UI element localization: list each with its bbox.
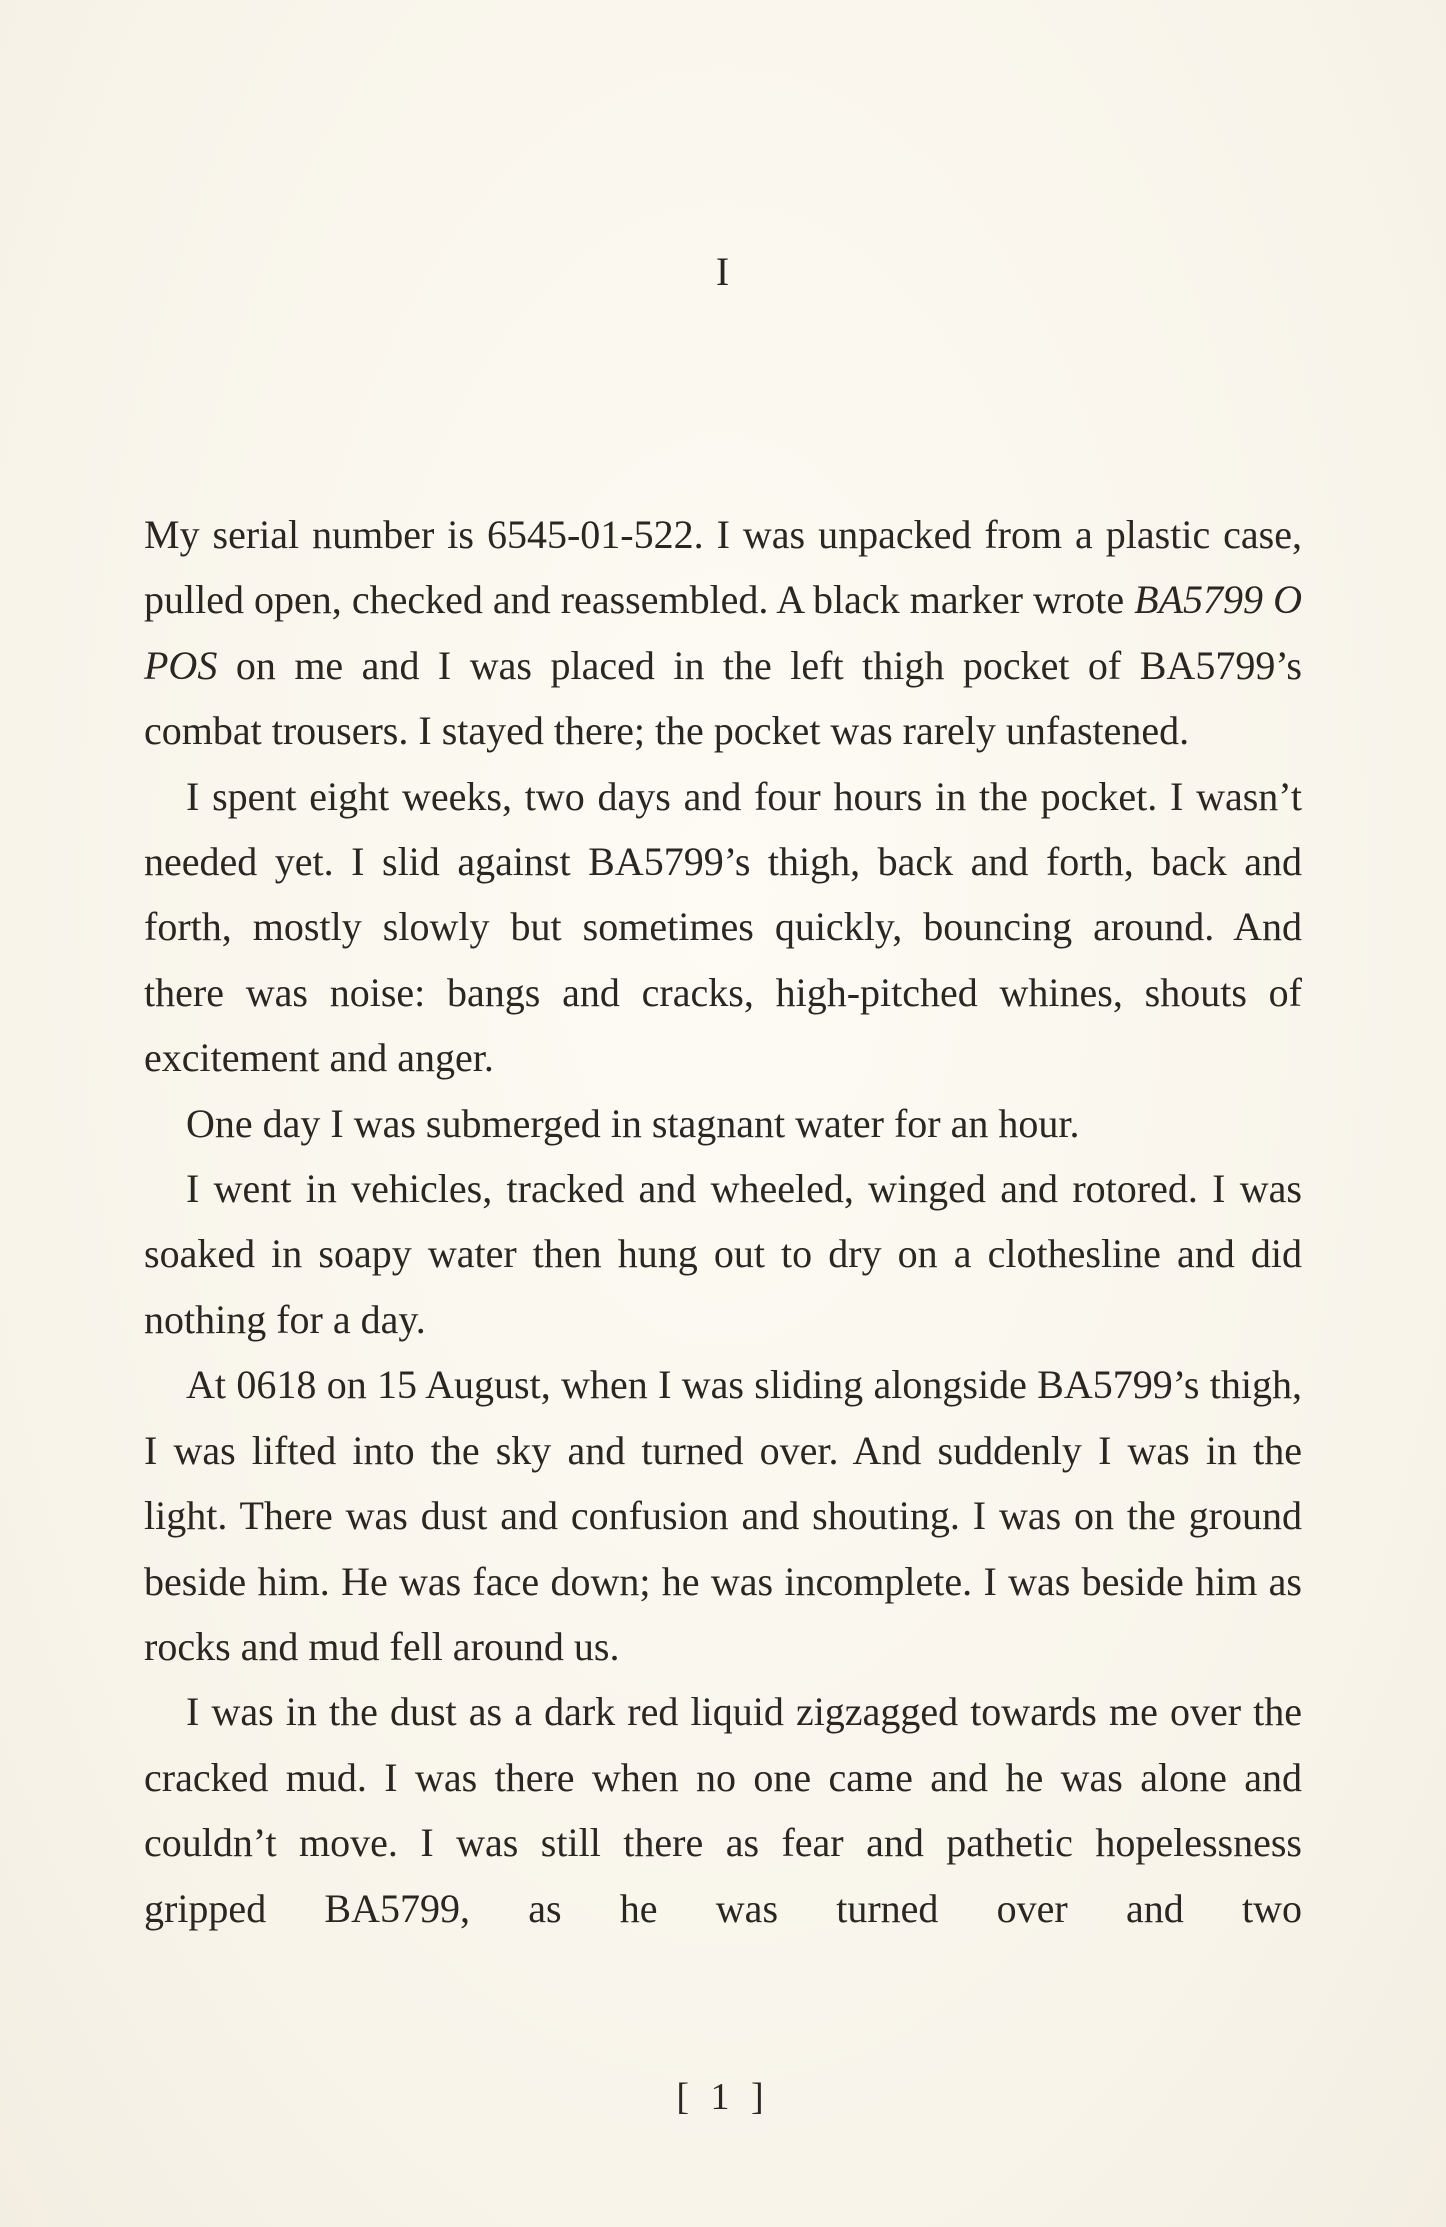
paragraph-3: One day I was submerged in stagnant water for an hour.: [186, 1100, 1080, 1146]
paragraph-5: At 0618 on 15 August, when I was sliding alongside BA5799’s thigh, I was lifted into the sky and turned over. And suddenly I was in the light. There was dust and confusion and shouting. I was on the ground beside him. He was face down; he was incomplete. I was beside him as rocks and mud fell around us.: [144, 1362, 1302, 1669]
paragraph-4: I went in vehicles, tracked and wheeled, winged and rotored. I was soaked in soapy water then hung out to dry on a clothesline and did nothing for a day.: [144, 1166, 1302, 1342]
body-text: [144, 502, 1302, 1941]
paragraph-1-text: My serial number is 6545-01-522. I was unpacked from a plastic case, pulled open, checked and reassembled. A black marker wrote: [144, 512, 1302, 623]
paragraph-2: I spent eight weeks, two days and four hours in the pocket. I wasn’t needed yet. I slid against BA5799’s thigh, back and forth, back and forth, mostly slowly but sometimes quickly, bouncing around. And there was noise: bangs and cracks, high-pitched whines, shouts of excitement and anger.: [144, 773, 1302, 1081]
chapter-number: I: [715, 249, 731, 294]
marker-inscription: BA5799 O POS: [144, 577, 1302, 688]
paragraph-6: I was in the dust as a dark red liquid zigzagged towards me over the cracked mud. I was there when no one came and he was alone and couldn’t move. I was still there as fear and pathetic hopelessness gripped BA5799, as he was turned over and two: [144, 1689, 1302, 1931]
paragraph-1: [144, 502, 1302, 764]
paragraph-1-text-end: on me and I was placed in the left thigh pocket of BA5799’s combat trousers. I stayed there; the pocket was rarely unfastened.: [144, 642, 1302, 754]
page-number: [ 1 ]: [676, 2076, 770, 2118]
